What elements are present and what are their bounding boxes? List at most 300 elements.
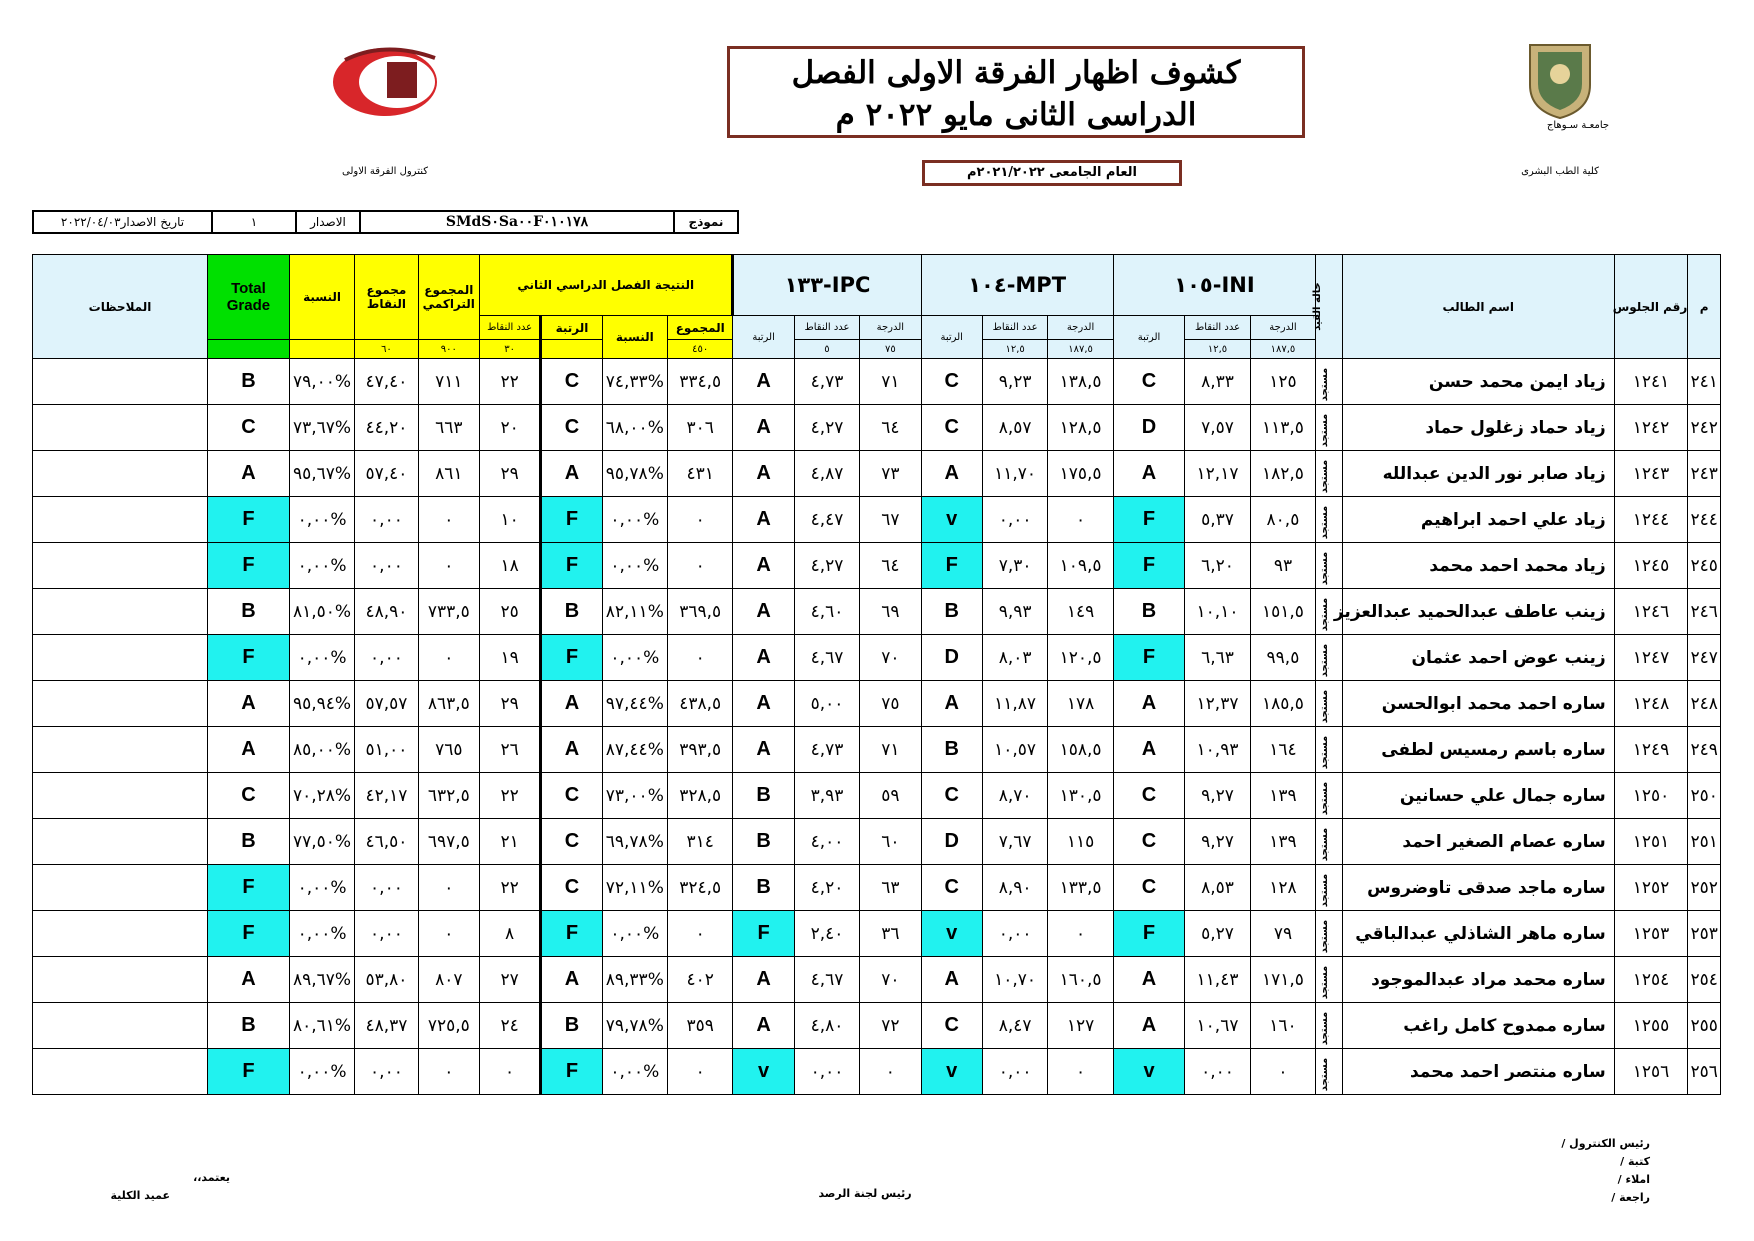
points-total: ٤٢,١٧ — [355, 773, 418, 819]
mpt-rank: F — [921, 543, 982, 589]
status: مستجد — [1316, 405, 1343, 451]
seat-number: ١٢٤٩ — [1614, 727, 1688, 773]
mpt-points: ٩,٢٣ — [982, 359, 1047, 405]
student-name: زياد صابر نور الدين عبدالله — [1342, 451, 1614, 497]
course-mpt: MPT-١٠٤ — [921, 255, 1113, 316]
ipc-rank: F — [733, 911, 794, 957]
row-number: ٢٥٥ — [1688, 1003, 1721, 1049]
ipc-points: ٤,٢٠ — [794, 865, 859, 911]
issue-date: تاريخ الاصدار٢٠٢٢/٠٤/٠٣ — [33, 211, 212, 233]
table-row — [33, 635, 1721, 681]
sem-rank: C — [541, 773, 602, 819]
mpt-points: ٩,٩٣ — [982, 589, 1047, 635]
sem-rank: F — [541, 1049, 602, 1095]
ini-points: ٧,٥٧ — [1185, 405, 1250, 451]
mpt-degree: ١٧٥,٥ — [1048, 451, 1113, 497]
ipc-degree: ٧١ — [860, 727, 921, 773]
seat-number: ١٢٤٦ — [1614, 589, 1688, 635]
mpt-rank: B — [921, 589, 982, 635]
mpt-rank: C — [921, 773, 982, 819]
col-pct: النسبة — [289, 255, 354, 340]
row-number: ٢٤٩ — [1688, 727, 1721, 773]
footer-control-head: رئيس الكنترول / — [1561, 1137, 1650, 1150]
table-row — [33, 1049, 1721, 1095]
sem-points: ١٩ — [479, 635, 540, 681]
status: مستجد — [1316, 451, 1343, 497]
row-number: ٢٥٦ — [1688, 1049, 1721, 1095]
ipc-points: ٣,٩٣ — [794, 773, 859, 819]
points-total: ٠,٠٠ — [355, 497, 418, 543]
ini-points: ٥,٢٧ — [1185, 911, 1250, 957]
sem-percent: %٧٣,٠٠ — [602, 773, 667, 819]
status: مستجد — [1316, 957, 1343, 1003]
mpt-rank: الرتبة — [921, 316, 982, 359]
status: مستجد — [1316, 589, 1343, 635]
sem-total: ٣٩٣,٥ — [668, 727, 733, 773]
mpt-rank: v — [921, 1049, 982, 1095]
ini-points: ١٢,١٧ — [1185, 451, 1250, 497]
mpt-rank: A — [921, 957, 982, 1003]
ini-points-max: ١٢,٥ — [1185, 340, 1250, 359]
ipc-points: ٥,٠٠ — [794, 681, 859, 727]
ipc-rank: A — [733, 543, 794, 589]
model-code: SMdS٠Sa٠٠F٠١٠١٧٨ — [360, 211, 674, 233]
percentage: %٩٥,٩٤ — [289, 681, 354, 727]
footer-review: راجعة / — [1611, 1191, 1650, 1204]
mpt-rank: D — [921, 635, 982, 681]
col-name: اسم الطالب — [1342, 255, 1614, 359]
cum-total: ٦٩٧,٥ — [418, 819, 479, 865]
ipc-rank: A — [733, 1003, 794, 1049]
sem-percent: %٧٢,١١ — [602, 865, 667, 911]
row-number: ٢٥٤ — [1688, 957, 1721, 1003]
col-total-grade: Total Grade — [208, 255, 290, 340]
percentage: %٧٧,٥٠ — [289, 819, 354, 865]
sem-points: ٢٤ — [479, 1003, 540, 1049]
ipc-degree: ٧٥ — [860, 681, 921, 727]
sem-total: ٣٦٩,٥ — [668, 589, 733, 635]
sem-percent: %٩٧,٤٤ — [602, 681, 667, 727]
cum-total: ٧٢٥,٥ — [418, 1003, 479, 1049]
sem-rank: F — [541, 543, 602, 589]
page-title — [727, 46, 1305, 138]
total-grade: F — [208, 865, 290, 911]
ini-degree: ١٥١,٥ — [1250, 589, 1315, 635]
total-grade: C — [208, 773, 290, 819]
mpt-points: ٠,٠٠ — [982, 497, 1047, 543]
sem-percent: %٨٢,١١ — [602, 589, 667, 635]
ini-rank: C — [1113, 819, 1185, 865]
student-name: زينب عوض احمد عثمان — [1342, 635, 1614, 681]
mpt-rank: D — [921, 819, 982, 865]
sem-points: ٢٠ — [479, 405, 540, 451]
ini-rank: D — [1113, 405, 1185, 451]
cum-total: ٨٠٧ — [418, 957, 479, 1003]
ipc-degree: ٧٢ — [860, 1003, 921, 1049]
mpt-points: ٧,٣٠ — [982, 543, 1047, 589]
sem-points: ٢٩ — [479, 451, 540, 497]
mpt-degree: ١٦٠,٥ — [1048, 957, 1113, 1003]
total-grade: F — [208, 497, 290, 543]
total-grade: A — [208, 451, 290, 497]
sem-percent: %٨٩,٣٣ — [602, 957, 667, 1003]
points-total: ٤٧,٤٠ — [355, 359, 418, 405]
mpt-degree: ٠ — [1048, 1049, 1113, 1095]
total-grade: F — [208, 543, 290, 589]
row-number: ٢٤٨ — [1688, 681, 1721, 727]
sem-points: ٢٢ — [479, 865, 540, 911]
row-number: ٢٤٢ — [1688, 405, 1721, 451]
ipc-degree: ٣٦ — [860, 911, 921, 957]
ini-rank: F — [1113, 543, 1185, 589]
ipc-rank: A — [733, 405, 794, 451]
ipc-degree: ٧١ — [860, 359, 921, 405]
ini-degree: ١٣٩ — [1250, 773, 1315, 819]
mpt-degree: ١٥٨,٥ — [1048, 727, 1113, 773]
ini-points: ٨,٥٣ — [1185, 865, 1250, 911]
mpt-rank: v — [921, 911, 982, 957]
sem-percent: النسبة — [602, 316, 667, 359]
table-row — [33, 405, 1721, 451]
student-name: ساره احمد محمد ابوالحسن — [1342, 681, 1614, 727]
ipc-points: ٤,٨٧ — [794, 451, 859, 497]
row-number: ٢٤٤ — [1688, 497, 1721, 543]
mpt-degree: ١٢٨,٥ — [1048, 405, 1113, 451]
ini-rank: A — [1113, 1003, 1185, 1049]
sem-rank: A — [541, 681, 602, 727]
table-row — [33, 497, 1721, 543]
mpt-rank: B — [921, 727, 982, 773]
seat-number: ١٢٥٠ — [1614, 773, 1688, 819]
seat-number: ١٢٤٣ — [1614, 451, 1688, 497]
faculty-logo — [325, 40, 455, 120]
table-row — [33, 911, 1721, 957]
ipc-points: ٤,٠٠ — [794, 819, 859, 865]
mpt-rank: A — [921, 451, 982, 497]
ini-points: ٥,٣٧ — [1185, 497, 1250, 543]
ini-degree: ١٧١,٥ — [1250, 957, 1315, 1003]
mpt-points: ٠,٠٠ — [982, 911, 1047, 957]
ini-rank: C — [1113, 773, 1185, 819]
ipc-points: ٤,٨٠ — [794, 1003, 859, 1049]
mpt-rank: C — [921, 865, 982, 911]
semester-result-header: النتيجة الفصل الدراسي الثاني — [479, 255, 733, 316]
total-grade: A — [208, 727, 290, 773]
ini-rank: B — [1113, 589, 1185, 635]
sem-total: ٣٢٤,٥ — [668, 865, 733, 911]
mpt-points: ٨,٠٣ — [982, 635, 1047, 681]
notes — [33, 1003, 208, 1049]
university-name: جامعـة سـوهاج — [1546, 120, 1610, 131]
table-row — [33, 543, 1721, 589]
ini-rank: C — [1113, 359, 1185, 405]
points-total: ٤٤,٢٠ — [355, 405, 418, 451]
mpt-degree: ١٢٠,٥ — [1048, 635, 1113, 681]
sem-percent: %٧٤,٣٣ — [602, 359, 667, 405]
ipc-rank: الرتبة — [733, 316, 794, 359]
row-number: ٢٤٧ — [1688, 635, 1721, 681]
total-grade: F — [208, 1049, 290, 1095]
col-notes: الملاحظات — [33, 255, 208, 359]
sem-total-max: ٤٥٠ — [668, 340, 733, 359]
ipc-rank: A — [733, 589, 794, 635]
notes — [33, 635, 208, 681]
university-logo — [1520, 40, 1600, 120]
ipc-rank: A — [733, 635, 794, 681]
mpt-points: ٨,٧٠ — [982, 773, 1047, 819]
row-number: ٢٥٣ — [1688, 911, 1721, 957]
ipc-rank: A — [733, 497, 794, 543]
control-name: كنترول الفرقة الاولى — [341, 166, 428, 177]
mpt-points: ٨,٤٧ — [982, 1003, 1047, 1049]
ipc-degree: ٧٠ — [860, 957, 921, 1003]
sem-points: ٨ — [479, 911, 540, 957]
cum-total: ٠ — [418, 911, 479, 957]
notes — [33, 451, 208, 497]
table-row — [33, 957, 1721, 1003]
ipc-degree: الدرجة — [860, 316, 921, 340]
status: مستجد — [1316, 773, 1343, 819]
mpt-degree: ١٢٧ — [1048, 1003, 1113, 1049]
ipc-points: ٤,٦٧ — [794, 635, 859, 681]
row-number: ٢٤٦ — [1688, 589, 1721, 635]
cum-total: ٧٣٣,٥ — [418, 589, 479, 635]
ipc-rank: A — [733, 451, 794, 497]
notes — [33, 405, 208, 451]
student-name: زياد ايمن محمد حسن — [1342, 359, 1614, 405]
grade-blank — [208, 340, 290, 359]
model-label: نموذج — [674, 211, 738, 233]
title-line-1: كشوف اظهار الفرقة الاولى الفصل — [791, 55, 1241, 91]
student-name: زياد حماد زغلول حماد — [1342, 405, 1614, 451]
sem-rank-blank — [541, 340, 602, 359]
ini-degree: ٠ — [1250, 1049, 1315, 1095]
row-number: ٢٥١ — [1688, 819, 1721, 865]
total-grade: B — [208, 1003, 290, 1049]
table-row — [33, 359, 1721, 405]
student-name: ساره جمال علي حسانين — [1342, 773, 1614, 819]
ini-points: ٠,٠٠ — [1185, 1049, 1250, 1095]
ipc-points: ٢,٤٠ — [794, 911, 859, 957]
sem-points: عدد النقاط — [479, 316, 540, 340]
points-total: ٥٧,٥٧ — [355, 681, 418, 727]
notes — [33, 773, 208, 819]
ipc-degree: ٦٠ — [860, 819, 921, 865]
cum-total: ٧٦٥ — [418, 727, 479, 773]
percentage: %٨٠,٦١ — [289, 1003, 354, 1049]
row-number: ٢٥٢ — [1688, 865, 1721, 911]
ini-degree: ٩٣ — [1250, 543, 1315, 589]
percentage: %٧٩,٠٠ — [289, 359, 354, 405]
ipc-rank: B — [733, 773, 794, 819]
sem-total: ٠ — [668, 1049, 733, 1095]
ini-degree: ١٣٩ — [1250, 819, 1315, 865]
ipc-degree: ٦٤ — [860, 405, 921, 451]
ini-degree: ١٢٥ — [1250, 359, 1315, 405]
ipc-points: ٤,٦٠ — [794, 589, 859, 635]
sem-percent: %٠,٠٠ — [602, 497, 667, 543]
sem-total: ٤٣١ — [668, 451, 733, 497]
percentage: %٠,٠٠ — [289, 865, 354, 911]
sem-total: ٣٣٤,٥ — [668, 359, 733, 405]
cum-total: ٠ — [418, 497, 479, 543]
cum-total: ٠ — [418, 865, 479, 911]
sem-total: ٠ — [668, 497, 733, 543]
ipc-rank: A — [733, 681, 794, 727]
sem-rank: F — [541, 497, 602, 543]
seat-number: ١٢٤١ — [1614, 359, 1688, 405]
ipc-rank: A — [733, 359, 794, 405]
status: مستجد — [1316, 1049, 1343, 1095]
points-total: ٠,٠٠ — [355, 543, 418, 589]
sem-rank: F — [541, 635, 602, 681]
ini-rank: A — [1113, 451, 1185, 497]
ini-rank: F — [1113, 497, 1185, 543]
cum-total: ٠ — [418, 543, 479, 589]
results-table — [32, 254, 1721, 1095]
sem-total: ٣١٤ — [668, 819, 733, 865]
notes — [33, 497, 208, 543]
seat-number: ١٢٥٢ — [1614, 865, 1688, 911]
table-row — [33, 681, 1721, 727]
ipc-degree: ٧٣ — [860, 451, 921, 497]
footer-dean: عميد الكلية — [110, 1189, 170, 1202]
points-total: ٤٨,٩٠ — [355, 589, 418, 635]
points-total: ٥١,٠٠ — [355, 727, 418, 773]
sem-total: ٠ — [668, 911, 733, 957]
mpt-rank: C — [921, 405, 982, 451]
seat-number: ١٢٥٤ — [1614, 957, 1688, 1003]
status: مستجد — [1316, 681, 1343, 727]
ini-degree: ٩٩,٥ — [1250, 635, 1315, 681]
ini-degree: ١٨٢,٥ — [1250, 451, 1315, 497]
sem-total: ٠ — [668, 635, 733, 681]
sem-rank: C — [541, 359, 602, 405]
mpt-degree: ١٣٠,٥ — [1048, 773, 1113, 819]
points-total: ٠,٠٠ — [355, 635, 418, 681]
ipc-points: عدد النقاط — [794, 316, 859, 340]
sem-points: ٠ — [479, 1049, 540, 1095]
points-total: ٠,٠٠ — [355, 865, 418, 911]
ini-rank: A — [1113, 681, 1185, 727]
points-total: ٠,٠٠ — [355, 911, 418, 957]
ini-degree-max: ١٨٧,٥ — [1250, 340, 1315, 359]
notes — [33, 911, 208, 957]
student-name: زينب عاطف عبدالحميد عبدالعزيز — [1342, 589, 1614, 635]
sem-percent: %٨٧,٤٤ — [602, 727, 667, 773]
status: مستجد — [1316, 497, 1343, 543]
ipc-points: ٤,٤٧ — [794, 497, 859, 543]
ini-rank: F — [1113, 635, 1185, 681]
ini-degree: الدرجة — [1250, 316, 1315, 340]
student-name: ساره باسم رمسيس لطفى — [1342, 727, 1614, 773]
ini-points: ٦,٦٣ — [1185, 635, 1250, 681]
form-info-table — [32, 210, 739, 234]
faculty-name: كلية الطب البشرى — [1521, 166, 1599, 177]
status: مستجد — [1316, 1003, 1343, 1049]
ini-points: ٩,٢٧ — [1185, 819, 1250, 865]
status: مستجد — [1316, 819, 1343, 865]
ipc-degree-max: ٧٥ — [860, 340, 921, 359]
ipc-rank: A — [733, 957, 794, 1003]
points-total: ٥٣,٨٠ — [355, 957, 418, 1003]
mpt-degree: الدرجة — [1048, 316, 1113, 340]
sem-percent: %٩٥,٧٨ — [602, 451, 667, 497]
sem-rank: A — [541, 957, 602, 1003]
ipc-points: ٠,٠٠ — [794, 1049, 859, 1095]
percentage: %٠,٠٠ — [289, 497, 354, 543]
row-number: ٢٤٥ — [1688, 543, 1721, 589]
footer-writing: كتبة / — [1620, 1155, 1650, 1168]
cum-total: ٦٦٣ — [418, 405, 479, 451]
col-seat: رقم الجلوس — [1614, 255, 1688, 359]
ini-rank: A — [1113, 957, 1185, 1003]
sem-points: ٢٢ — [479, 773, 540, 819]
percentage: %٠,٠٠ — [289, 911, 354, 957]
mpt-points: ١٠,٧٠ — [982, 957, 1047, 1003]
sem-percent: %٠,٠٠ — [602, 635, 667, 681]
sem-rank: A — [541, 727, 602, 773]
sem-points: ٢٦ — [479, 727, 540, 773]
table-row — [33, 819, 1721, 865]
title-line-2: الدراسى الثانى مايو ٢٠٢٢ م — [835, 97, 1197, 133]
ipc-rank: v — [733, 1049, 794, 1095]
ipc-rank: B — [733, 819, 794, 865]
ini-points: ٩,٢٧ — [1185, 773, 1250, 819]
mpt-points: ٨,٥٧ — [982, 405, 1047, 451]
ipc-degree: ٧٠ — [860, 635, 921, 681]
sem-rank: A — [541, 451, 602, 497]
col-cum-total: المجموع التراكمي — [418, 255, 479, 340]
seat-number: ١٢٤٧ — [1614, 635, 1688, 681]
ipc-points: ٤,٢٧ — [794, 405, 859, 451]
status: مستجد — [1316, 635, 1343, 681]
mpt-points: ٠,٠٠ — [982, 1049, 1047, 1095]
ini-degree: ١١٣,٥ — [1250, 405, 1315, 451]
cum-total: ٦٣٢,٥ — [418, 773, 479, 819]
ini-degree: ١٨٥,٥ — [1250, 681, 1315, 727]
footer-committee-head: رئيس لجنة الرصد — [818, 1187, 912, 1200]
mpt-degree: ١١٥ — [1048, 819, 1113, 865]
sem-percent: %٠,٠٠ — [602, 911, 667, 957]
sem-percent: %٧٩,٧٨ — [602, 1003, 667, 1049]
points-total: ٠,٠٠ — [355, 1049, 418, 1095]
notes — [33, 727, 208, 773]
mpt-points: عدد النقاط — [982, 316, 1047, 340]
sem-points: ٢٢ — [479, 359, 540, 405]
course-ipc: IPC-١٣٣ — [733, 255, 921, 316]
ipc-rank: B — [733, 865, 794, 911]
table-row — [33, 451, 1721, 497]
seat-number: ١٢٥٣ — [1614, 911, 1688, 957]
ini-degree: ٧٩ — [1250, 911, 1315, 957]
mpt-points-max: ١٢,٥ — [982, 340, 1047, 359]
sem-percent: %٠,٠٠ — [602, 543, 667, 589]
ini-degree: ١٦٠ — [1250, 1003, 1315, 1049]
sem-total: ٤٣٨,٥ — [668, 681, 733, 727]
ipc-points: ٤,٢٧ — [794, 543, 859, 589]
ini-points: ٨,٣٣ — [1185, 359, 1250, 405]
sem-total: ٤٠٢ — [668, 957, 733, 1003]
ipc-degree: ٦٧ — [860, 497, 921, 543]
total-grade: F — [208, 911, 290, 957]
sem-total: ٣٥٩ — [668, 1003, 733, 1049]
sem-percent: %٦٩,٧٨ — [602, 819, 667, 865]
percentage: %٨١,٥٠ — [289, 589, 354, 635]
cum-total: ٠ — [418, 635, 479, 681]
mpt-points: ٨,٩٠ — [982, 865, 1047, 911]
ini-points: ١٢,٣٧ — [1185, 681, 1250, 727]
